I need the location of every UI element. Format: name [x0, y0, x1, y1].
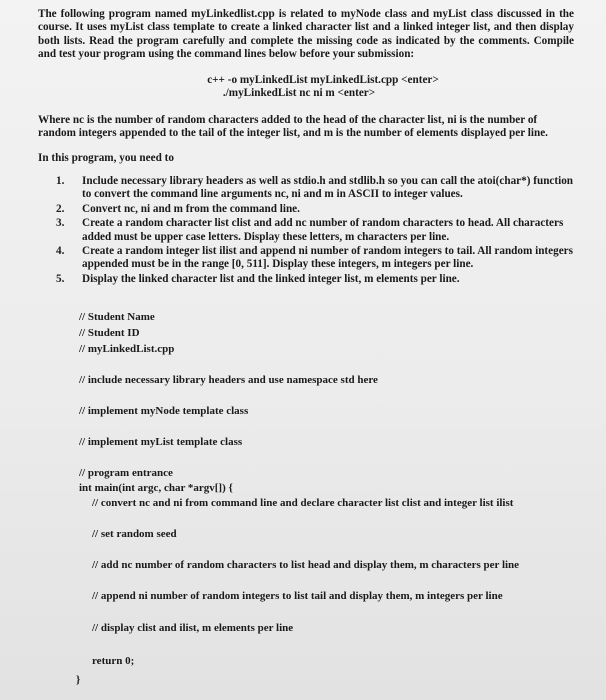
comment-node-class: // implement myNode template class: [79, 405, 249, 417]
task-number: 4.: [56, 245, 65, 258]
closing-brace: }: [76, 674, 81, 686]
task-number: 2.: [56, 202, 65, 215]
return-statement: return 0;: [92, 655, 135, 667]
comment-convert: // convert nc and ni from command line and declare character list clist and integer list ilist: [92, 497, 514, 509]
where-paragraph: Where nc is the number of random characters added to the head of the character list, ni is the number of random integers appended to the tail of the integer list, and m is the number of elements displayed per line.: [38, 114, 548, 140]
task-text: Create a random character list clist and add nc number of random characters to head. All characters added must be upper case letters. Display these letters, m characters per line.: [82, 217, 564, 243]
comment-display: // display clist and ilist, m elements per line: [92, 622, 294, 634]
comment-student-id: // Student ID: [79, 327, 140, 339]
task-number: 3.: [56, 217, 65, 230]
comment-append-ints: // append ni number of random integers to list tail and display them, m integers per line: [92, 590, 503, 602]
task-number: 5.: [56, 272, 65, 285]
comment-include: // include necessary library headers and use namespace std here: [79, 374, 378, 386]
task-item: [56, 273, 576, 286]
comment-entrance: // program entrance: [79, 467, 173, 479]
task-item: [56, 245, 576, 272]
task-list: [56, 175, 576, 287]
task-text: Create a random integer list ilist and append ni number of random integers to tail. All random integers appended must be in the range [0, 511]. Display these integers, m integers per line.: [82, 245, 574, 271]
compile-command: c++ -o myLinkedList myLinkedList.cpp <enter>: [207, 74, 439, 86]
task-item: [56, 217, 576, 244]
need-heading: In this program, you need to: [38, 152, 174, 164]
comment-filename: // myLinkedList.cpp: [79, 343, 175, 355]
task-number: 1.: [56, 175, 65, 187]
main-signature: int main(int argc, char *argv[]) {: [79, 482, 233, 494]
intro-paragraph: The following program named myLinkedlist.cpp is related to myNode class and myList class discussed in the course. It uses myList class template to create a linked character list and a linked integer list, and then display both lists. Read the program carefully and complete the missing code as indicated by the comments. Compile and test your program using the command lines below before your submission:: [38, 8, 574, 61]
task-text: Include necessary library headers as well as stdio.h and stdlib.h so you can call the atoi(char*) function to convert the command line arguments nc, ni and m in ASCII to integer values.: [82, 175, 574, 201]
task-item: [56, 175, 576, 202]
task-text: Display the linked character list and the linked integer list, m elements per line.: [82, 272, 460, 285]
run-command: ./myLinkedList nc ni m <enter>: [222, 87, 376, 99]
comment-seed: // set random seed: [92, 528, 177, 540]
comment-student-name: // Student Name: [79, 311, 155, 323]
task-text: Convert nc, ni and m from the command line.: [82, 202, 300, 215]
comment-add-chars: // add nc number of random characters to list head and display them, m characters per line: [92, 559, 520, 571]
comment-list-class: // implement myList template class: [79, 436, 243, 448]
task-item: [56, 203, 576, 216]
